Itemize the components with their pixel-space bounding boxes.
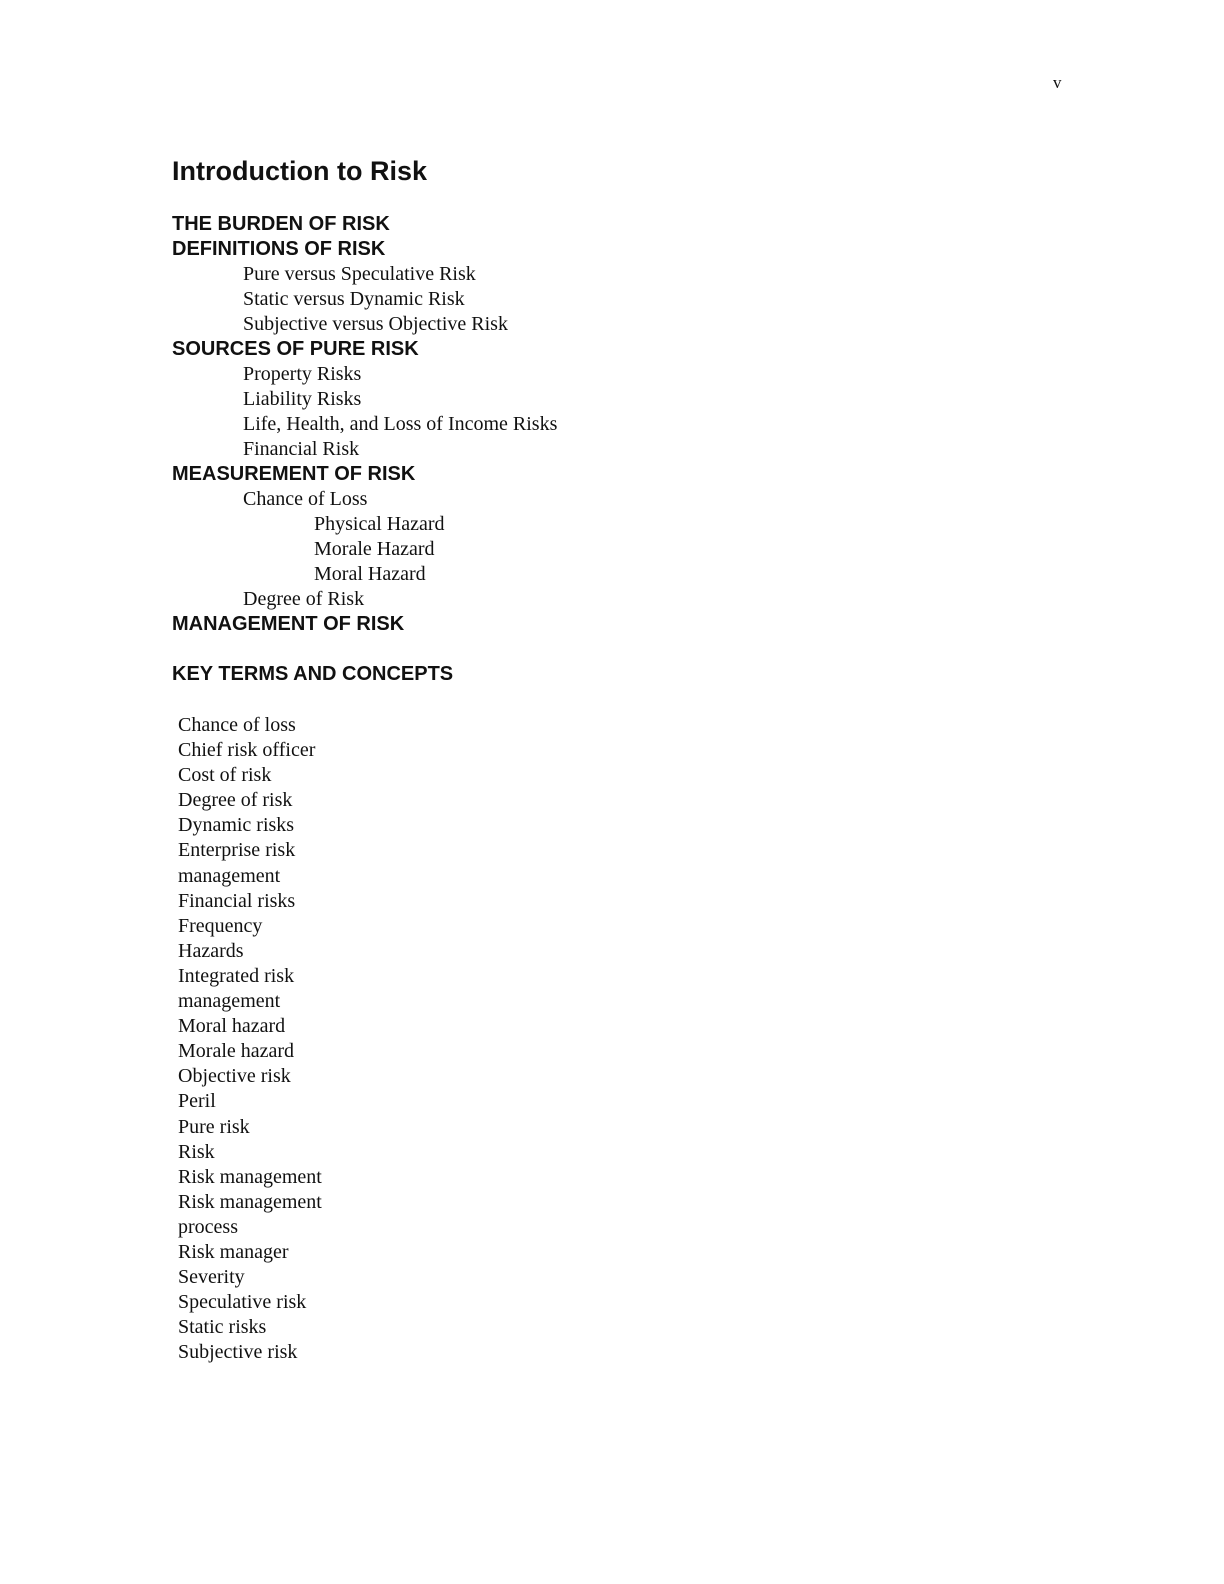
chapter-title: Introduction to Risk (172, 156, 427, 186)
outline-heading-burden: THE BURDEN OF RISK (172, 213, 390, 235)
page-number: v (1053, 73, 1062, 92)
key-term: process (178, 1215, 238, 1238)
key-term: Peril (178, 1090, 216, 1113)
outline-subitem: Physical Hazard (314, 513, 445, 535)
key-term: Risk management (178, 1165, 322, 1188)
chapter-outline (172, 212, 872, 637)
outline-item: Degree of Risk (243, 588, 365, 610)
key-term: Dynamic risks (178, 814, 295, 837)
outline-item: Property Risks (243, 363, 362, 385)
key-term: management (178, 990, 281, 1013)
key-term: Chief risk officer (178, 739, 316, 762)
key-term: Morale hazard (178, 1040, 295, 1063)
outline-item: Chance of Loss (243, 488, 368, 510)
key-term: Speculative risk (178, 1291, 307, 1314)
key-term: Objective risk (178, 1065, 291, 1088)
outline-subitem: Moral Hazard (314, 563, 426, 585)
outline-heading-measurement: MEASUREMENT OF RISK (172, 463, 416, 485)
outline-item: Financial Risk (243, 438, 360, 460)
key-term: Integrated risk (178, 964, 295, 987)
key-term: Static risks (178, 1316, 267, 1339)
key-term: Hazards (178, 939, 244, 962)
key-term: Risk manager (178, 1240, 289, 1263)
key-term: Subjective risk (178, 1341, 298, 1364)
outline-item: Life, Health, and Loss of Income Risks (243, 413, 558, 435)
key-term: Moral hazard (178, 1015, 286, 1038)
outline-item: Subjective versus Objective Risk (243, 313, 508, 335)
key-term: Risk (178, 1140, 215, 1163)
key-terms-list (178, 713, 322, 1365)
outline-subitem: Morale Hazard (314, 538, 435, 560)
outline-item: Static versus Dynamic Risk (243, 288, 465, 310)
outline-heading-management: MANAGEMENT OF RISK (172, 613, 405, 635)
key-term: Frequency (178, 914, 263, 937)
outline-item: Liability Risks (243, 388, 362, 410)
key-term: Pure risk (178, 1115, 250, 1138)
key-term: management (178, 864, 281, 887)
key-term: Chance of loss (178, 714, 296, 736)
key-term: Degree of risk (178, 789, 293, 812)
key-term: Risk management (178, 1190, 322, 1213)
key-terms-heading: KEY TERMS AND CONCEPTS (172, 663, 454, 685)
key-term: Cost of risk (178, 764, 272, 787)
key-term: Enterprise risk (178, 839, 296, 862)
key-term: Financial risks (178, 889, 296, 912)
outline-heading-sources: SOURCES OF PURE RISK (172, 338, 419, 360)
outline-item: Pure versus Speculative Risk (243, 263, 476, 285)
key-term: Severity (178, 1266, 245, 1289)
outline-heading-definitions: DEFINITIONS OF RISK (172, 238, 386, 260)
